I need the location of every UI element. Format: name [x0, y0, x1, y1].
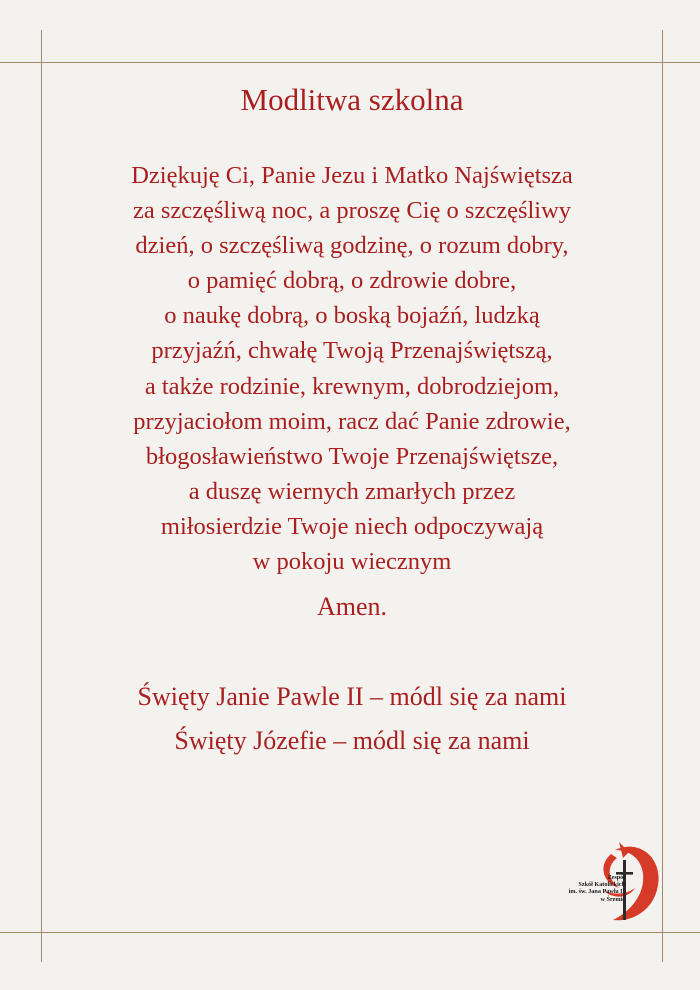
page-title: Modlitwa szkolna: [240, 82, 464, 117]
page-content: [42, 62, 662, 763]
prayer-line: w pokoju wiecznym: [252, 548, 452, 576]
school-logo: [553, 838, 665, 924]
logo-line: im. św. Jana Pawła II: [568, 888, 625, 896]
invocation-line: Święty Janie Pawle II – módl się za nami: [137, 682, 567, 712]
prayer-line: o pamięć dobrą, o zdrowie dobre,: [187, 267, 517, 295]
invocation-line: Święty Józefie – módl się za nami: [174, 726, 530, 756]
prayer-line: przyjaciołom moim, racz dać Panie zdrowie,: [133, 407, 571, 435]
prayer-line: za szczęśliwą noc, a proszę Cię o szczęśliwy: [132, 197, 572, 225]
prayer-line: przyjaźń, chwałę Twoją Przenajświętszą,: [151, 337, 553, 365]
logo-line: Zespół: [607, 874, 625, 881]
prayer-line: a duszę wiernych zmarłych przez: [188, 477, 516, 505]
prayer-line: błogosławieństwo Twoje Przenajświętsze,: [145, 442, 559, 470]
prayer-line: a także rodzinie, krewnym, dobrodziejom,: [144, 372, 560, 400]
school-logo-text: [569, 874, 625, 903]
prayer-text: [42, 158, 662, 579]
amen-line: Amen.: [316, 592, 388, 622]
invocations: [42, 675, 662, 763]
prayer-line: Dziękuję Ci, Panie Jezu i Matko Najświętsza: [131, 162, 573, 189]
right-rule: [662, 30, 663, 962]
prayer-line: dzień, o szczęśliwą godzinę, o rozum dobry,: [135, 232, 569, 260]
bottom-rule: [0, 932, 700, 933]
logo-line: w Śremie: [600, 895, 625, 903]
prayer-line: o naukę dobrą, o boską bojaźń, ludzką: [164, 302, 540, 330]
logo-line: Szkół Katolickich: [578, 881, 625, 889]
prayer-line: miłosierdzie Twoje niech odpoczywają: [160, 512, 544, 540]
